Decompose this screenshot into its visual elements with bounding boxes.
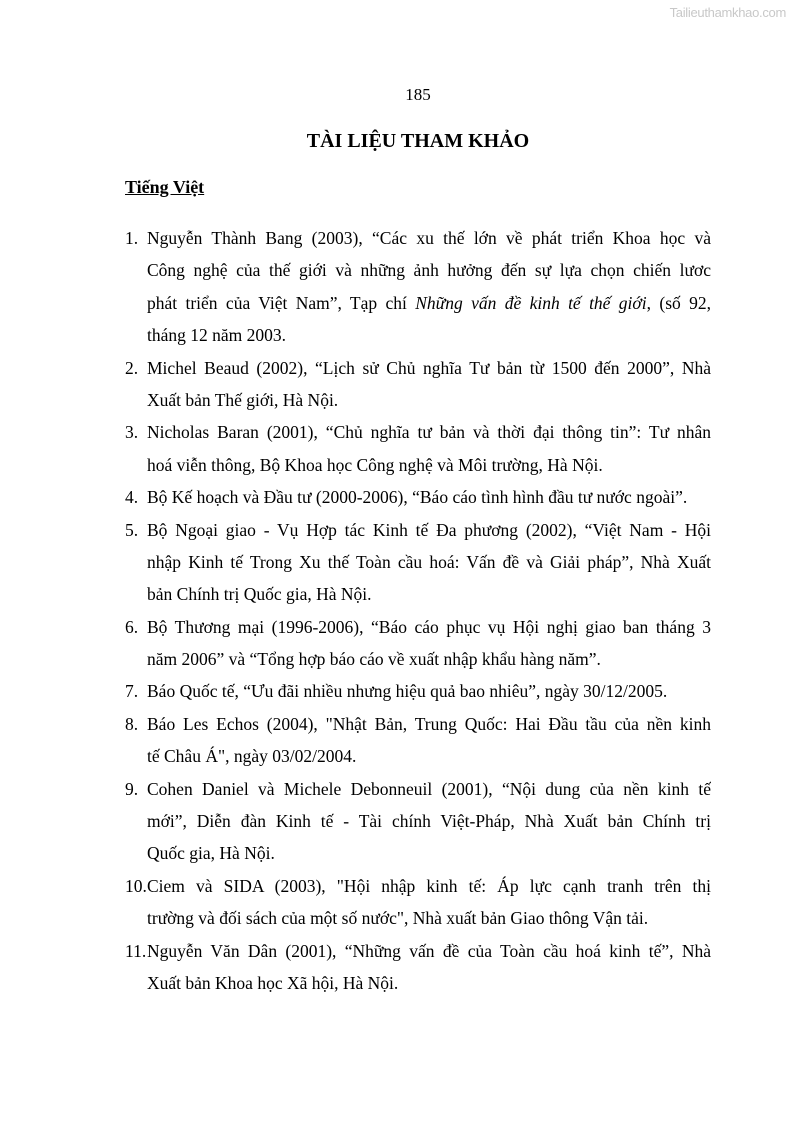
- reference-text: năm 2006” và “Tổng hợp báo cáo về xuất nhập khẩu hàng năm”.: [147, 649, 601, 670]
- page-number: 185: [405, 85, 431, 104]
- reference-item: [125, 514, 711, 611]
- reference-line: [147, 449, 711, 481]
- reference-item: [125, 870, 711, 935]
- reference-line: [147, 837, 711, 869]
- reference-line: [147, 773, 711, 805]
- reference-number: 8.: [125, 713, 139, 734]
- reference-item: [125, 935, 711, 1000]
- reference-item: [125, 416, 711, 481]
- reference-line: [147, 740, 711, 772]
- reference-line: [147, 870, 711, 902]
- reference-text: Nguyễn Thành Bang (2003), “Các xu thế lớn về phát triển Khoa học và: [147, 228, 711, 248]
- reference-text: Ciem và SIDA (2003), "Hội nhập kinh tế: Áp lực cạnh tranh trên thị: [147, 875, 711, 896]
- reference-line: [147, 578, 711, 610]
- reference-text: bản Chính trị Quốc gia, Hà Nội.: [147, 584, 372, 605]
- reference-text: Nicholas Baran (2001), “Chủ nghĩa tư bản và thời đại thông tin”: Tư nhân: [147, 422, 711, 443]
- reference-line: [147, 384, 711, 416]
- reference-number: 11.: [125, 940, 147, 961]
- reference-text: trường và đối sách của một số nước", Nhà xuất bản Giao thông Vận tải.: [147, 908, 649, 929]
- reference-line: [147, 254, 711, 286]
- reference-number: 3.: [125, 422, 139, 443]
- reference-number: 4.: [125, 487, 139, 508]
- reference-item: [125, 773, 711, 870]
- page-title: TÀI LIỆU THAM KHẢO: [306, 130, 530, 152]
- reference-line: [147, 287, 711, 319]
- reference-item: [125, 675, 711, 707]
- reference-line: [147, 935, 711, 967]
- reference-text: , (số 92,: [646, 292, 711, 313]
- reference-item: [125, 352, 711, 417]
- reference-text: Cohen Daniel và Michele Debonneuil (2001), “Nội dung của nền kinh tế: [147, 778, 711, 799]
- reference-item: [125, 708, 711, 773]
- reference-text: Nguyễn Văn Dân (2001), “Những vấn đề của Toàn cầu hoá kinh tế”, Nhà: [147, 940, 711, 961]
- reference-text: tế Châu Á", ngày 03/02/2004.: [147, 746, 357, 767]
- reference-text: Bộ Kế hoạch và Đầu tư (2000-2006), “Báo cáo tình hình đầu tư nước ngoài”.: [147, 487, 688, 508]
- reference-line: [147, 643, 711, 675]
- reference-text: phát triển của Việt Nam”, Tạp chí: [147, 292, 416, 313]
- reference-text: mới”, Diễn đàn Kinh tế - Tài chính Việt-Pháp, Nhà Xuất bản Chính trị: [147, 811, 711, 832]
- reference-text: Bộ Ngoại giao - Vụ Hợp tác Kinh tế Đa phương (2002), “Việt Nam - Hội: [147, 519, 711, 540]
- reference-text: Xuất bản Khoa học Xã hội, Hà Nội.: [147, 972, 399, 993]
- reference-text: Michel Beaud (2002), “Lịch sử Chủ nghĩa Tư bản từ 1500 đến 2000”, Nhà: [147, 357, 711, 378]
- watermark: Tailieuthamkhao.com: [669, 5, 786, 20]
- reference-line: [147, 708, 711, 740]
- reference-number: 1.: [125, 228, 139, 248]
- reference-line: [147, 222, 711, 254]
- reference-line: [147, 967, 711, 999]
- reference-line: [147, 319, 711, 351]
- reference-text: Bộ Thương mại (1996-2006), “Báo cáo phục vụ Hội nghị giao ban tháng 3: [147, 616, 711, 637]
- reference-number: 2.: [125, 357, 139, 378]
- reference-text: Báo Les Echos (2004), "Nhật Bản, Trung Quốc: Hai Đầu tầu của nền kinh: [147, 713, 711, 734]
- reference-text: tháng 12 năm 2003.: [147, 325, 287, 346]
- reference-text: Công nghệ của thế giới và những ảnh hưởng đến sự lựa chọn chiến lươc: [147, 260, 711, 281]
- reference-number: 9.: [125, 778, 139, 799]
- reference-number: 7.: [125, 681, 139, 702]
- reference-line: [147, 902, 711, 934]
- reference-line: [147, 352, 711, 384]
- reference-text: Xuất bản Thế giới, Hà Nội.: [147, 389, 339, 410]
- reference-line: [147, 675, 711, 707]
- reference-line: [147, 514, 711, 546]
- reference-item: [125, 611, 711, 676]
- reference-text: hoá viễn thông, Bộ Khoa học Công nghệ và Môi trường, Hà Nội.: [147, 454, 603, 475]
- reference-line: [147, 546, 711, 578]
- reference-line: [147, 481, 711, 513]
- section-heading: Tiếng Việt: [125, 177, 205, 197]
- reference-number: 6.: [125, 616, 139, 637]
- reference-number: 5.: [125, 519, 139, 540]
- reference-text: Quốc gia, Hà Nội.: [147, 843, 275, 864]
- reference-item: [125, 481, 711, 513]
- reference-line: [147, 805, 711, 837]
- journal-title: Những vấn đề kinh tế thế giới: [415, 292, 647, 313]
- reference-text: Báo Quốc tế, “Ưu đãi nhiều nhưng hiệu quả bao nhiêu”, ngày 30/12/2005.: [147, 681, 668, 702]
- reference-list: [125, 222, 711, 999]
- reference-text: nhập Kinh tế Trong Xu thế Toàn cầu hoá: Vấn đề và Giải pháp”, Nhà Xuất: [147, 551, 711, 572]
- reference-number: 10.: [125, 875, 147, 896]
- reference-item: [125, 222, 711, 352]
- reference-line: [147, 611, 711, 643]
- reference-line: [147, 416, 711, 448]
